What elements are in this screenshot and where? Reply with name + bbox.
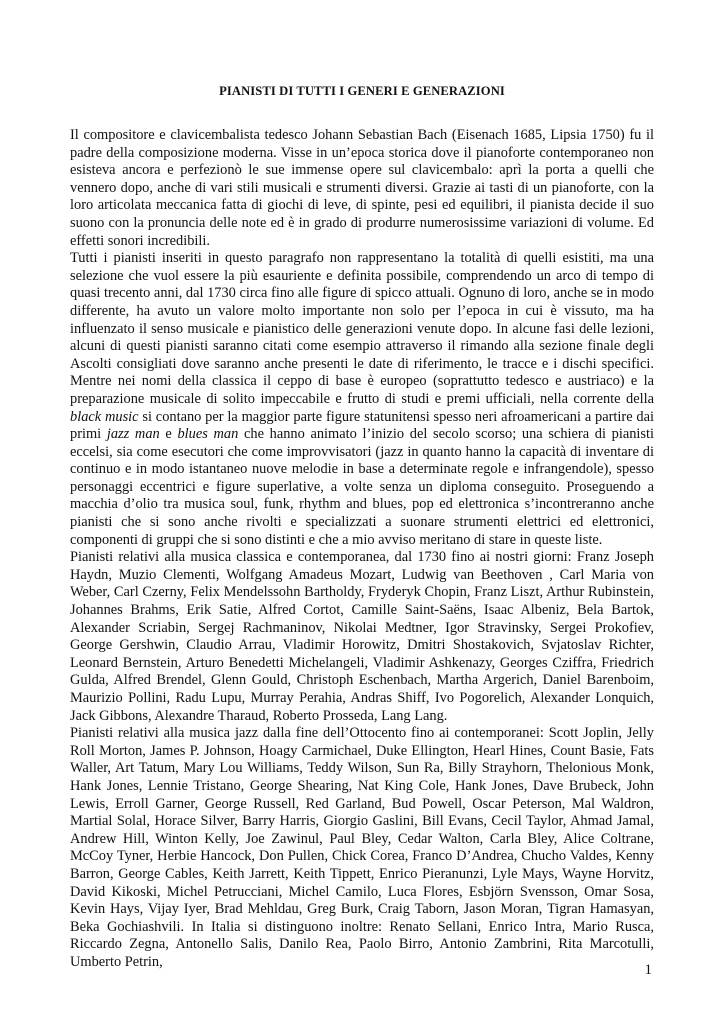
document-body [70, 127, 654, 972]
italic-term-jazz-man: jazz man [106, 426, 160, 443]
page-number: 1 [644, 962, 652, 978]
paragraph-text-segment: che hanno animato l’inizio del secolo scorso; una schiera di pianisti eccelsi, sia come esecutori che come improvvisatori (jazz in quanto hanno la capacità di inventare di continuo e in modo istantaneo nuove melodie in base a determinate regole e infrangendole), spesso personaggi eccentrici e figure superlative, a volte senza un diploma conseguito. Proseguendo a macchia d’olio tra musica soul, funk, rhythm and blues, pop ed elettronica s’incontreranno anche pianisti che si sono anche rivolti e specializzati a suonare strumenti elettrici ed elettronici, componenti di gruppi che si sono distinti e che a mio avviso meritano di stare in queste liste. [70, 426, 654, 548]
italic-term-black-music: black music [70, 408, 139, 425]
paragraph-text-segment: e [159, 426, 178, 443]
paragraph-text-segment: si contano per la maggior parte figure statunitensi spesso neri afroamericani a partire dai primi [70, 408, 654, 443]
italic-term-blues-man: blues man [177, 426, 239, 443]
paragraph-jazz-pianists: Pianisti relativi alla musica jazz dalla fine dell’Ottocento fino ai contemporanei: Scott Joplin, Jelly Roll Morton, James P. Johnson, Hoagy Carmichael, Duke Ellington, Hearl Hines, Count Basie, Fats Waller, Art Tatum, Mary Lou Williams, Teddy Wilson, Sun Ra, Billy Strayhorn, Thelonious Monk, Hank Jones, Lennie Tristano, George Shearing, Nat King Cole, Hank Jones, Dave Brubeck, John Lewis, Erroll Garner, George Russell, Red Garland, Bud Powell, Oscar Peterson, Mal Waldron, Martial Solal, Horace Silver, Barry Harris, Giorgio Gaslini, Bill Evans, Cecil Taylor, Ahmad Jamal, Andrew Hill, Winton Kelly, Joe Zawinul, Paul Bley, Cedar Walton, Carla Bley, Alice Coltrane, McCoy Tyner, Herbie Hancock, Don Pullen, Chick Corea, Franco D’Andrea, Chucho Valdes, Kenny Barron, George Cables, Keith Jarrett, Keith Tippett, Enrico Pieranunzi, Lyle Mays, Wayne Horvitz, David Kikoski, Michel Petrucciani, Michel Camilo, Luca Flores, Esbjörn Svensson, Omar Sosa, Kevin Hays, Vijay Iyer, Brad Mehldau, Greg Burk, Craig Taborn, Jason Moran, Tigran Hamasyan, Beka Gochiashvili. In Italia si distinguono inoltre: Renato Sellani, Enrico Intra, Mario Rusca, Riccardo Zegna, Antonello Salis, Danilo Rea, Paolo Birro, Antonio Zambrini, Rita Marcotulli, Umberto Petrin, [70, 725, 654, 970]
paragraph-selection [70, 250, 654, 549]
paragraph-text-segment: Tutti i pianisti inseriti in questo paragrafo non rappresentano la totalità di quelli esistiti, ma una selezione che vuol essere la più esauriente e definita possibile, comprendendo un arco di tempo di quasi trecento anni, dal 1730 circa fino alle figure di spicco attuali. Ognuno di loro, anche se in modo differente, ha avuto un valore molto importante non solo per l’epoca in cui è vissuto, ma ha influenzato il senso musicale e pianistico delle generazioni venute dopo. In alcune fasi delle lezioni, alcuni di questi pianisti saranno citati come esempio attraverso il rimando alla sezione finale degli Ascolti consigliati dove saranno anche presenti le date di riferimento, le tracce e i dischi specifici. Mentre nei nomi della classica il ceppo di base è europeo (soprattutto tedesco e austriaco) e la preparazione musicale di solito impeccabile e frutto di studi e premi ufficiali, nella corrente della [70, 250, 654, 407]
paragraph-bach: Il compositore e clavicembalista tedesco Johann Sebastian Bach (Eisenach 1685, Lipsia 1750) fu il padre della composizione moderna. Visse in un’epoca storica dove il pianoforte contemporaneo non esisteva ancora e perfezionò le sue immense opere sul clavicembalo: aprì la porta a quelli che vennero dopo, anche di vari stili musicali e strumenti diversi. Grazie ai tasti di un pianoforte, con la loro articolata meccanica fatta di giochi di leve, di spinte, pesi ed equilibri, il pianista decide il suo suono con la pronuncia delle note ed è in grado di produrre numerosissime variazioni di volume. Ed effetti sonori incredibili. [70, 127, 654, 249]
paragraph-classical-pianists: Pianisti relativi alla musica classica e contemporanea, dal 1730 fino ai nostri giorni: Franz Joseph Haydn, Muzio Clementi, Wolfgang Amadeus Mozart, Ludwig van Beethoven , Carl Maria von Weber, Carl Czerny, Felix Mendelssohn Bartholdy, Fryderyk Chopin, Franz Liszt, Arthur Rubinstein, Johannes Brahms, Erik Satie, Alfred Cortot, Camille Saint-Saëns, Isaac Albeniz, Bela Bartok, Alexander Scriabin, Sergej Rachmaninov, Nikolai Medtner, Igor Stravinsky, Sergei Prokofiev, George Gershwin, Claudio Arrau, Vladimir Horowitz, Dmitri Shostakovich, Svjatoslav Richter, Leonard Bernstein, Arturo Benedetti Michelangeli, Vladimir Ashkenazy, Georges Cziffra, Friedrich Gulda, Alfred Brendel, Glenn Gould, Christoph Eschenbach, Martha Argerich, Daniel Barenboim, Maurizio Pollini, Radu Lupu, Murray Perahia, Andras Shiff, Ivo Pogorelich, Alexander Lonquich, Jack Gibbons, Alexandre Tharaud, Roberto Prosseda, Lang Lang. [70, 549, 654, 724]
document-title: PIANISTI DI TUTTI I GENERI E GENERAZIONI [219, 84, 505, 98]
